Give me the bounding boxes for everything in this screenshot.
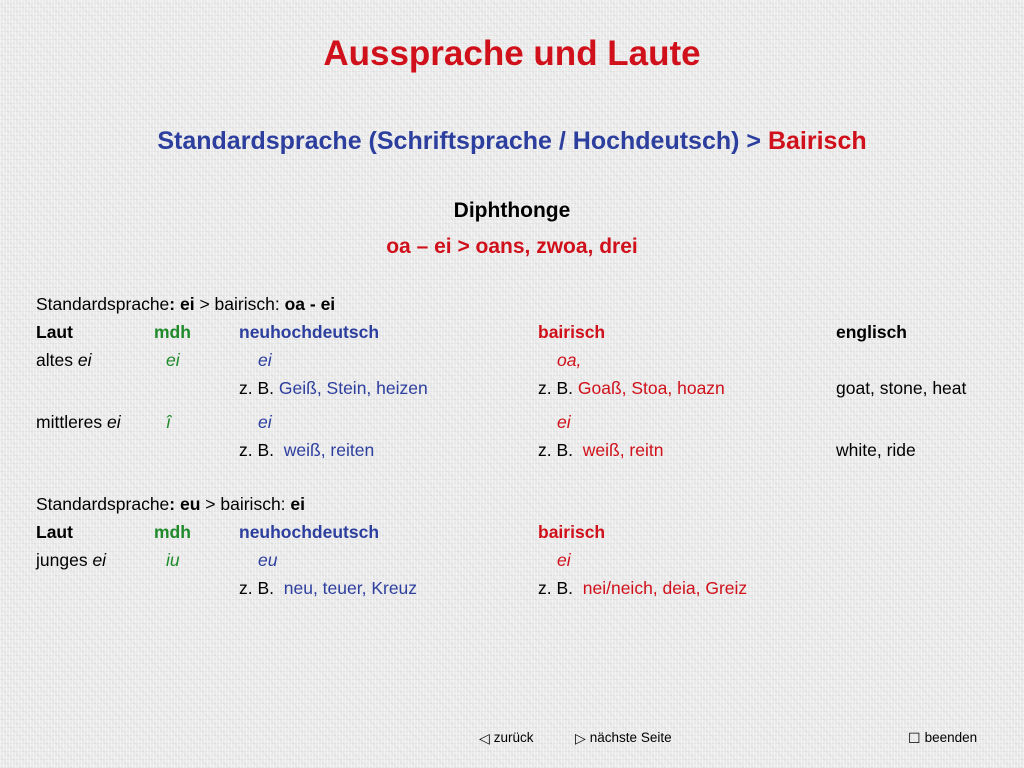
- header-mdh: mdh: [154, 322, 191, 342]
- example-englisch: white, ride: [836, 440, 916, 460]
- row-nhd: eu: [258, 550, 278, 570]
- triangle-left-icon: ◁: [479, 730, 490, 746]
- example-nhd-words: neu, teuer, Kreuz: [283, 578, 418, 598]
- zb-label: z. B.: [538, 440, 574, 460]
- rule-colon: :: [169, 294, 176, 314]
- subtitle-arrow: >: [746, 127, 762, 155]
- header-mdh: mdh: [154, 522, 191, 542]
- example-bairisch-words: Goaß, Stoa, hoazn: [577, 378, 725, 398]
- rule-to: ei: [290, 494, 306, 514]
- laut-ei: ei: [92, 550, 107, 570]
- next-page-button[interactable]: [575, 729, 672, 747]
- section-heading: Diphthonge: [453, 199, 571, 222]
- row-mdh: ei: [166, 350, 180, 370]
- row-laut: [36, 350, 91, 370]
- end-button[interactable]: [908, 729, 977, 747]
- row-mdh: î: [166, 412, 171, 432]
- rule-colon: :: [169, 494, 176, 514]
- example-nhd: [239, 578, 417, 598]
- row-bairisch: ei: [557, 412, 571, 432]
- example-nhd-words: weiß, reiten: [283, 440, 375, 460]
- row-bairisch: oa,: [557, 350, 582, 370]
- example-bairisch-words: nei/neich, deia, Greiz: [582, 578, 748, 598]
- end-label: beenden: [924, 730, 978, 745]
- row-mdh: iu: [166, 550, 180, 570]
- header-laut: Laut: [36, 522, 73, 542]
- next-page-label: nächste Seite: [589, 730, 672, 745]
- zb-label: z. B.: [239, 378, 275, 398]
- square-icon: ☐: [908, 730, 921, 746]
- example-bairisch: [538, 378, 725, 398]
- example-englisch: goat, stone, heat: [836, 378, 967, 398]
- page-title: Aussprache und Laute: [323, 34, 701, 73]
- example-nhd-words: Geiß, Stein, heizen: [278, 378, 428, 398]
- example-bairisch-words: weiß, reitn: [582, 440, 664, 460]
- rule-to: oa - ei: [284, 294, 336, 314]
- laut-label: altes: [36, 350, 73, 370]
- rule-label: Standardsprache: [36, 294, 170, 314]
- rule-from: eu: [180, 494, 201, 514]
- back-label: zurück: [493, 730, 534, 745]
- header-bairisch: bairisch: [538, 322, 606, 342]
- zb-label: z. B.: [239, 440, 275, 460]
- rule-mid: > bairisch:: [194, 294, 285, 314]
- header-nhd: neuhochdeutsch: [239, 522, 380, 542]
- zb-label: z. B.: [538, 378, 574, 398]
- subtitle-target: Bairisch: [767, 127, 867, 155]
- row-laut: [36, 412, 121, 432]
- example-nhd: [239, 440, 374, 460]
- section-example: oa – ei > oans, zwoa, drei: [386, 235, 638, 258]
- header-englisch: englisch: [836, 322, 907, 342]
- zb-label: z. B.: [538, 578, 574, 598]
- header-nhd: neuhochdeutsch: [239, 322, 380, 342]
- header-bairisch: bairisch: [538, 522, 606, 542]
- subtitle-main: Standardsprache (Schriftsprache / Hochdeutsch): [157, 127, 740, 155]
- row-nhd: ei: [258, 350, 272, 370]
- example-nhd: [239, 378, 428, 398]
- example-bairisch: [538, 578, 747, 598]
- page-subtitle: [0, 127, 1024, 156]
- rule-line-2: [36, 494, 305, 514]
- laut-label: junges: [36, 550, 88, 570]
- zb-label: z. B.: [239, 578, 275, 598]
- header-laut: Laut: [36, 322, 73, 342]
- rule-line-1: [36, 294, 335, 314]
- example-bairisch: [538, 440, 663, 460]
- row-nhd: ei: [258, 412, 272, 432]
- laut-ei: ei: [77, 350, 92, 370]
- rule-label: Standardsprache: [36, 494, 170, 514]
- row-bairisch: ei: [557, 550, 571, 570]
- rule-mid: > bairisch:: [200, 494, 291, 514]
- triangle-right-icon: ▷: [575, 730, 586, 746]
- rule-from: ei: [180, 294, 195, 314]
- laut-ei: ei: [107, 412, 121, 432]
- row-laut: [36, 550, 106, 570]
- laut-label: mittleres: [36, 412, 103, 432]
- back-button[interactable]: [479, 729, 534, 747]
